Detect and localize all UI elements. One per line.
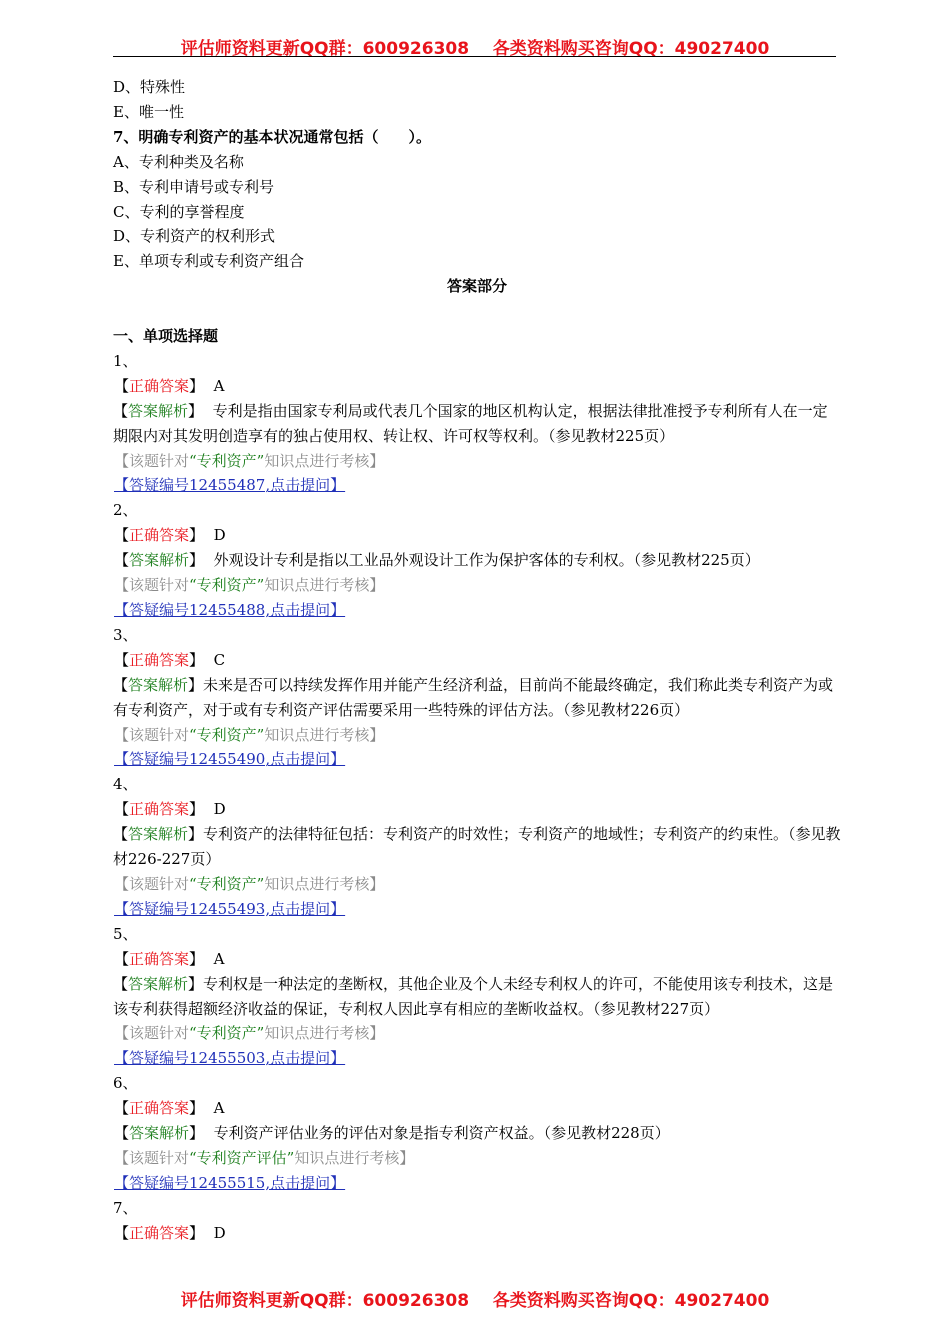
answer-6-explanation: 【答案解析】 专利资产评估业务的评估对象是指专利资产权益。（参见教材228页） <box>114 1124 670 1143</box>
answer-2-correct: 【正确答案】 D <box>114 526 226 545</box>
answer-6-ask-link[interactable]: 【答疑编号12455515,点击提问】 <box>114 1173 346 1192</box>
answer-3-number: 3、 <box>113 625 138 644</box>
header-banner: 评估师资料更新QQ群：600926308 各类资料购买咨询QQ：49027400 <box>180 39 770 59</box>
answer-4-ask-link[interactable]: 【答疑编号12455493,点击提问】 <box>114 899 346 918</box>
question-7-option-b: B、专利申请号或专利号 <box>113 177 275 196</box>
explanation-label: 答案解析 <box>128 974 189 993</box>
question-7-option-a: A、专利种类及名称 <box>113 152 244 171</box>
correct-answer-value: D <box>213 800 226 819</box>
question-7-option-c: C、专利的享誉程度 <box>113 202 245 221</box>
explanation-text: 专利权是一种法定的垄断权，其他企业及个人未经专利权人的许可，不能使用该专利技术，这是该专利获得超额经济收益的保证，专利权人因此享有相应的垄断收益权。（参见教材227页） <box>113 974 834 1018</box>
answer-4-correct: 【正确答案】 D <box>114 800 226 819</box>
correct-answer-label: 正确答案 <box>129 526 190 545</box>
document-body <box>113 75 841 1246</box>
answer-5-knowledge-point: 【该题针对“专利资产”知识点进行考核】 <box>114 1024 385 1043</box>
explanation-text: 外观设计专利是指以工业品外观设计工作为保护客体的专利权。（参见教材225页） <box>213 551 760 570</box>
correct-answer-label: 正确答案 <box>129 1223 190 1242</box>
answer-3-ask-link[interactable]: 【答疑编号12455490,点击提问】 <box>114 750 346 769</box>
correct-answer-label: 正确答案 <box>129 650 190 669</box>
answer-4-number: 4、 <box>113 775 138 794</box>
answer-2-ask-link[interactable]: 【答疑编号12455488,点击提问】 <box>114 601 346 620</box>
answer-3-explanation: 【答案解析】未来是否可以持续发挥作用并能产生经济利益，目前尚不能最终确定，我们称此类专利资产为或有专利资产，对于或有专利资产评估需要采用一些特殊的评估方法。（参见教材226页） <box>113 675 834 719</box>
answer-section-subtitle: 一、单项选择题 <box>113 327 219 346</box>
question-7-stem: 7、明确专利资产的基本状况通常包括（ ）。 <box>113 127 431 146</box>
question-7-option-e: E、单项专利或专利资产组合 <box>113 252 304 271</box>
explanation-text: 专利是指由国家专利局或代表几个国家的地区机构认定，根据法律批准授予专利所有人在一定期限内对其发明创造享有的独占使用权、转让权、许可权等权利。（参见教材225页） <box>113 401 828 445</box>
answer-6-knowledge-point: 【该题针对“专利资产评估”知识点进行考核】 <box>114 1148 415 1167</box>
answer-1-correct: 【正确答案】 A <box>114 376 225 395</box>
spacer <box>113 299 841 324</box>
answer-3-knowledge-point: 【该题针对“专利资产”知识点进行考核】 <box>114 725 385 744</box>
answer-5-ask-link[interactable]: 【答疑编号12455503,点击提问】 <box>114 1049 346 1068</box>
correct-answer-value: C <box>213 650 226 669</box>
correct-answer-value: A <box>213 949 225 968</box>
answer-6-number: 6、 <box>113 1074 138 1093</box>
correct-answer-value: D <box>213 1223 226 1242</box>
answer-5-explanation: 【答案解析】专利权是一种法定的垄断权，其他企业及个人未经专利权人的许可，不能使用该专利技术，这是该专利获得超额经济收益的保证，专利权人因此享有相应的垄断收益权。（参见教材227页） <box>113 974 834 1018</box>
explanation-text: 专利资产评估业务的评估对象是指专利资产权益。（参见教材228页） <box>213 1124 670 1143</box>
answer-2-explanation: 【答案解析】 外观设计专利是指以工业品外观设计工作为保护客体的专利权。（参见教材225页） <box>114 551 760 570</box>
answer-5-number: 5、 <box>113 924 138 943</box>
question-7-option-d: D、专利资产的权利形式 <box>113 227 276 246</box>
answer-1-knowledge-point: 【该题针对“专利资产”知识点进行考核】 <box>114 451 385 470</box>
explanation-label: 答案解析 <box>128 401 189 420</box>
header-rule <box>113 56 836 57</box>
knowledge-point: “专利资产” <box>189 1024 265 1043</box>
answer-5-correct: 【正确答案】 A <box>114 949 225 968</box>
knowledge-point: “专利资产评估” <box>189 1148 295 1167</box>
footer-banner: 评估师资料更新QQ群：600926308 各类资料购买咨询QQ：49027400 <box>180 1291 770 1311</box>
answer-4-knowledge-point: 【该题针对“专利资产”知识点进行考核】 <box>114 874 385 893</box>
answer-6-correct: 【正确答案】 A <box>114 1099 225 1118</box>
answer-2-number: 2、 <box>113 501 138 520</box>
explanation-label: 答案解析 <box>129 551 190 570</box>
answer-1-number: 1、 <box>113 351 138 370</box>
answer-7-number: 7、 <box>113 1198 138 1217</box>
correct-answer-label: 正确答案 <box>129 376 190 395</box>
answer-1-explanation: 【答案解析】 专利是指由国家专利局或代表几个国家的地区机构认定，根据法律批准授予专利所有人在一定期限内对其发明创造享有的独占使用权、转让权、许可权等权利。（参见教材225页） <box>113 401 828 445</box>
option-e: E、唯一性 <box>113 102 184 121</box>
knowledge-point: “专利资产” <box>189 725 265 744</box>
correct-answer-value: A <box>213 376 225 395</box>
knowledge-point: “专利资产” <box>189 576 265 595</box>
explanation-label: 答案解析 <box>128 675 189 694</box>
explanation-label: 答案解析 <box>129 1124 190 1143</box>
knowledge-point: “专利资产” <box>189 451 265 470</box>
correct-answer-label: 正确答案 <box>129 1099 190 1118</box>
answer-4-explanation: 【答案解析】专利资产的法律特征包括：专利资产的时效性；专利资产的地域性；专利资产的约束性。（参见教材226-227页） <box>113 825 841 869</box>
answer-section-title: 答案部分 <box>446 277 507 296</box>
explanation-text: 未来是否可以持续发挥作用并能产生经济利益，目前尚不能最终确定，我们称此类专利资产为或有专利资产，对于或有专利资产评估需要采用一些特殊的评估方法。（参见教材226页） <box>113 675 834 719</box>
answer-7-correct: 【正确答案】 D <box>114 1223 226 1242</box>
correct-answer-label: 正确答案 <box>129 800 190 819</box>
correct-answer-value: A <box>213 1099 225 1118</box>
correct-answer-label: 正确答案 <box>129 949 190 968</box>
answer-1-ask-link[interactable]: 【答疑编号12455487,点击提问】 <box>114 476 346 495</box>
option-d: D、特殊性 <box>113 78 186 96</box>
correct-answer-value: D <box>213 526 226 545</box>
answer-2-knowledge-point: 【该题针对“专利资产”知识点进行考核】 <box>114 576 385 595</box>
explanation-label: 答案解析 <box>128 825 189 844</box>
answer-3-correct: 【正确答案】 C <box>114 650 226 669</box>
explanation-text: 专利资产的法律特征包括：专利资产的时效性；专利资产的地域性；专利资产的约束性。（参见教材226-227页） <box>113 825 841 869</box>
knowledge-point: “专利资产” <box>189 874 265 893</box>
